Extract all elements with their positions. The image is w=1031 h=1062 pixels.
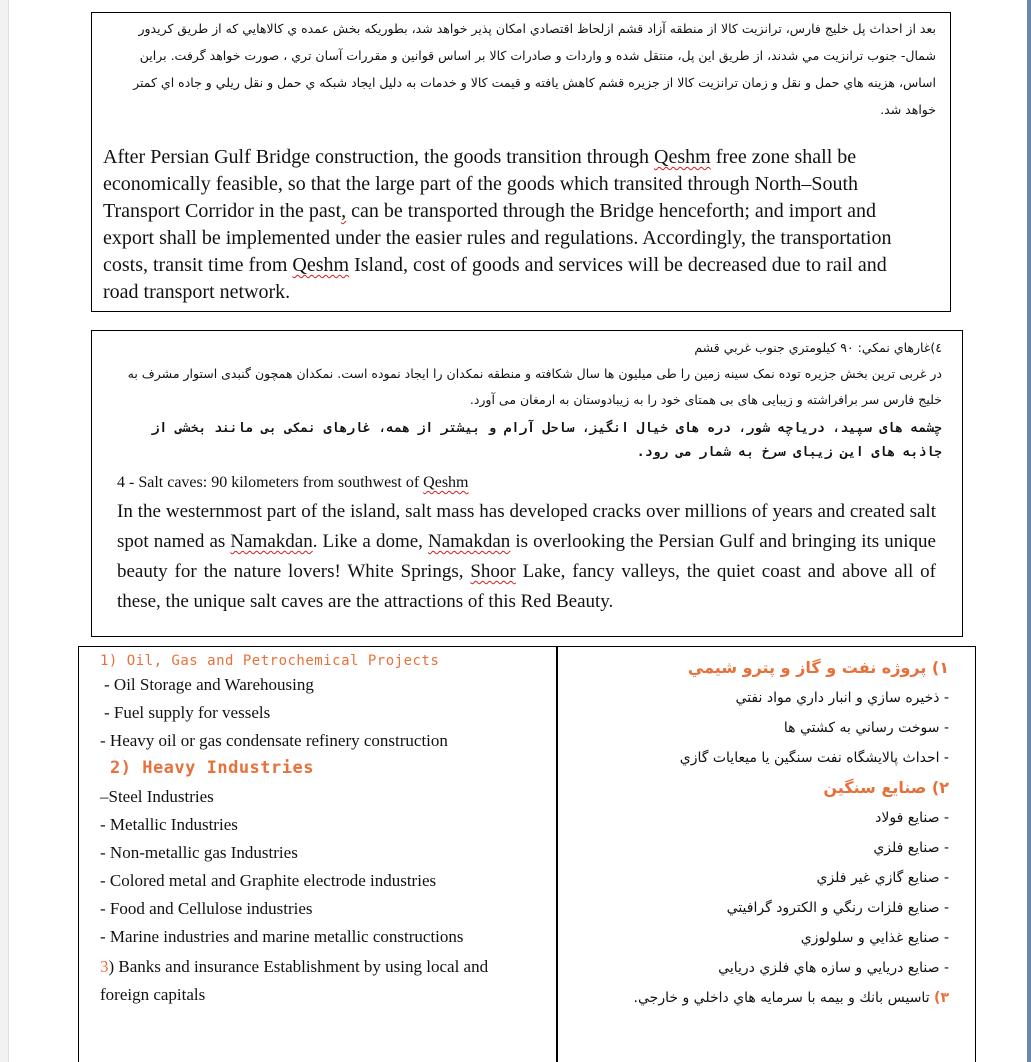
list-item: - ذخيره سازي و انبار داري مواد نفتي (735, 690, 949, 706)
list-item: - صنايع غذايي و سلولوزي (800, 930, 949, 946)
list-item: - صنايع فولاد (875, 810, 949, 826)
section-heading-banks-fa: ٣) تاسيس بانك و بيمه با سرمايه هاي داخلي و خارجي. (633, 990, 949, 1006)
bridge-english-paragraph: After Persian Gulf Bridge construction, the goods transition through Qeshm free zone shall be economically feasible, so that the large part of the goods which transited through North–South Transport Corridor in the past, can be transported through the Bridge henceforth; and import and export shall be implemented under the easier rules and regulations. Accordingly, the transportation costs, transit time from Qeshm Island, cost of goods and services will be decreased due to rail and road transport network. (103, 146, 892, 303)
list-item: - احداث پالايشگاه نفت سنگين يا ميعايات گازي (679, 750, 949, 766)
salt-caves-text-box (91, 330, 963, 637)
spellcheck-word: Qeshm (292, 254, 350, 276)
section-heading-oil-gas-fa: ١) پروژه نفت و گاز و پترو شيمي (687, 658, 949, 677)
window-scrollbar-edge (1027, 0, 1031, 1062)
list-item: - Fuel supply for vessels (104, 703, 271, 722)
list-item: - Oil Storage and Warehousing (104, 675, 314, 694)
section-heading-oil-gas: 1) Oil, Gas and Petrochemical Projects (100, 653, 440, 669)
section-heading-heavy-industries-fa: ٢) صنايع سنگين (823, 778, 949, 797)
persian-column (568, 653, 949, 1013)
spellcheck-mark: , (341, 200, 347, 222)
list-item: - Heavy oil or gas condensate refinery construction (100, 731, 448, 750)
bridge-text-box (91, 12, 951, 312)
section-heading-banks: 3) Banks and insurance Establishment by using local and foreign capitals (100, 957, 489, 1004)
bridge-persian-paragraph: بعد از احداث پل خليج فارس، ترانزيت كالا از منطقه آزاد قشم ازلحاظ اقتصادي امكان پذير خواهد شد، بطوريكه بخش عمده ي كالاهايي كه از طريق كريدور شمال- جنوب ترانزيت مي شدند، از طريق اين پل، منتقل شده و واردات و صادرات كالا بر اساس قوانين و مقررات آسان تري ، صورت خواهد گرفت. براين اساس، هزينه هاي حمل و نقل و زمان ترانزيت كالا از جزيره قشم كاهش يافته و قيمت كالا و خدمات به دليل ايجاد شبكه ي حمل و نقل ريلي و جاده اي كمتر خواهد شد. (133, 21, 936, 117)
spellcheck-word: Qeshm (423, 474, 469, 491)
table-column-divider (556, 647, 558, 1062)
spellcheck-word: Namakdan (230, 531, 313, 552)
list-item: - صنايع دريايي و سازه هاي فلزي دريايي (718, 960, 949, 976)
list-item: - سوخت رساني به كشتي ها (783, 720, 949, 736)
list-item: - Colored metal and Graphite electrode industries (100, 871, 437, 890)
salt-caves-persian-body: در غربی ترین بخش جزیره توده نمک سینه زمین را طی میلیون ها سال شکافته و منطقه نمکدان را ایجاد نموده است. نمکدان همچون گنبدی استوار مشرف به خلیج فارس سر برافراشته و زیبایی های بی همتای خود را به زیبادوستان به ارمغان می آورد. (127, 366, 942, 407)
spellcheck-word: Qeshm (654, 146, 711, 168)
spellcheck-word: Namakdan (428, 531, 511, 552)
salt-caves-persian-paragraph (110, 335, 942, 413)
list-item: - صنايع فلزات رنگي و الكترود گرافيتي (726, 900, 949, 916)
salt-caves-persian-title: ٤)غارهاي نمكي: ٩٠ كيلومتري جنوب غربي قشم (694, 340, 942, 355)
salt-caves-english-title: 4 - Salt caves: 90 kilometers from southwest of Qeshm (117, 474, 469, 491)
page-left-margin (0, 0, 9, 1062)
projects-table (78, 646, 976, 1062)
english-column (100, 651, 534, 1009)
list-item: –Steel Industries (100, 787, 214, 806)
list-item: - Food and Cellulose industries (100, 899, 313, 918)
salt-caves-english-body: In the westernmost part of the island, salt mass has developed cracks over millions of years and created salt spot named as Namakdan. Like a dome, Namakdan is overlooking the Persian Gulf and bringing its unique beauty for the nature lovers! White Springs, Shoor Lake, fancy valleys, the quiet coast and above all of these, the unique salt caves are the attractions of this Red Beauty. (117, 501, 936, 612)
list-item: - Marine industries and marine metallic constructions (100, 927, 464, 946)
list-item: - صنايع فلزي (873, 840, 949, 856)
section-heading-heavy-industries: 2) Heavy Industries (110, 758, 314, 778)
list-item: - Non-metallic gas Industries (100, 843, 298, 862)
spellcheck-word: Shoor (470, 561, 516, 582)
list-item: - Metallic Industries (100, 815, 238, 834)
list-item: - صنايع گازي غير فلزي (816, 870, 949, 886)
salt-caves-persian-spaced: چشمه های سپید، دریاچه شور، دره های خیال انگیز، ساحل آرام و بیشتر از همه، غارهای نمکی بی مانند بخشی از جاذبه های این زیبای سرخ به شمار می رود. (151, 421, 942, 460)
